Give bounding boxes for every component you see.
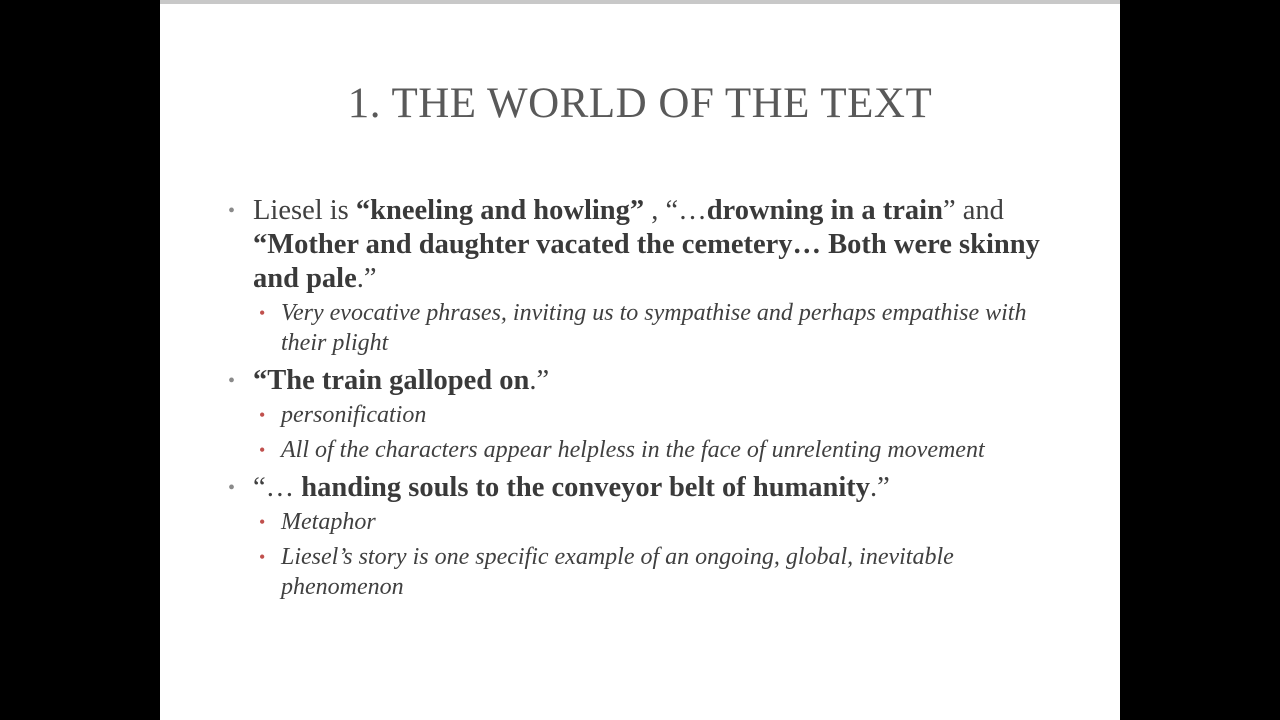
sub-bullet-text: Liesel’s story is one specific example of an ongoing, global, inevitable phenomenon	[281, 544, 954, 600]
bullet-text-part: .”	[356, 263, 377, 294]
sub-bullet-dot-icon: •	[259, 303, 266, 323]
slide-body	[228, 194, 1068, 608]
sub-bullet-dot-icon: •	[259, 547, 266, 567]
bullet-dot-icon: •	[228, 200, 236, 222]
bullet-item	[228, 364, 1068, 398]
bullet-text-part: “kneeling and howling”	[355, 195, 645, 226]
bullet-group	[228, 471, 1068, 602]
bullet-text-part: .”	[870, 472, 890, 503]
sub-bullet-dot-icon: •	[259, 405, 266, 425]
slide	[160, 0, 1120, 720]
sub-bullet-item	[228, 542, 1068, 602]
sub-bullet-text: Very evocative phrases, inviting us to sympathise and perhaps empathise with their plight	[281, 300, 1027, 356]
bullet-dot-icon: •	[228, 477, 236, 499]
sub-bullet-item	[228, 298, 1068, 358]
bullet-text-part: “Mother and daughter vacated the cemetery… Both were skinny and pale	[253, 229, 1040, 294]
sub-bullet-text: All of the characters appear helpless in the face of unrelenting movement	[281, 437, 985, 463]
bullet-dot-icon: •	[228, 370, 236, 392]
sub-bullet-text: personification	[281, 402, 427, 428]
bullet-text-part: .”	[529, 365, 550, 396]
bullet-text-part: handing souls to the conveyor belt of humanity	[301, 472, 871, 503]
bullet-text-part: , “…	[644, 195, 707, 226]
bullet-text-part: “…	[253, 472, 302, 503]
sub-bullet-text: Metaphor	[281, 509, 376, 535]
bullet-item	[228, 471, 1068, 505]
sub-bullet-dot-icon: •	[259, 440, 266, 460]
sub-bullet-item	[228, 507, 1068, 537]
bullet-item	[228, 194, 1068, 296]
slide-title: 1. THE WORLD OF THE TEXT	[347, 80, 933, 127]
bullet-group	[228, 364, 1068, 465]
bullet-text-part: Liesel is	[253, 195, 356, 226]
bullet-text-part: drowning in a train	[706, 195, 943, 226]
bullet-text-part: “The train galloped on	[253, 365, 530, 396]
sub-bullet-dot-icon: •	[259, 512, 266, 532]
sub-bullet-item	[228, 435, 1068, 465]
sub-bullet-item	[228, 400, 1068, 430]
bullet-group	[228, 194, 1068, 358]
bullet-text-part: ” and	[942, 195, 1004, 226]
